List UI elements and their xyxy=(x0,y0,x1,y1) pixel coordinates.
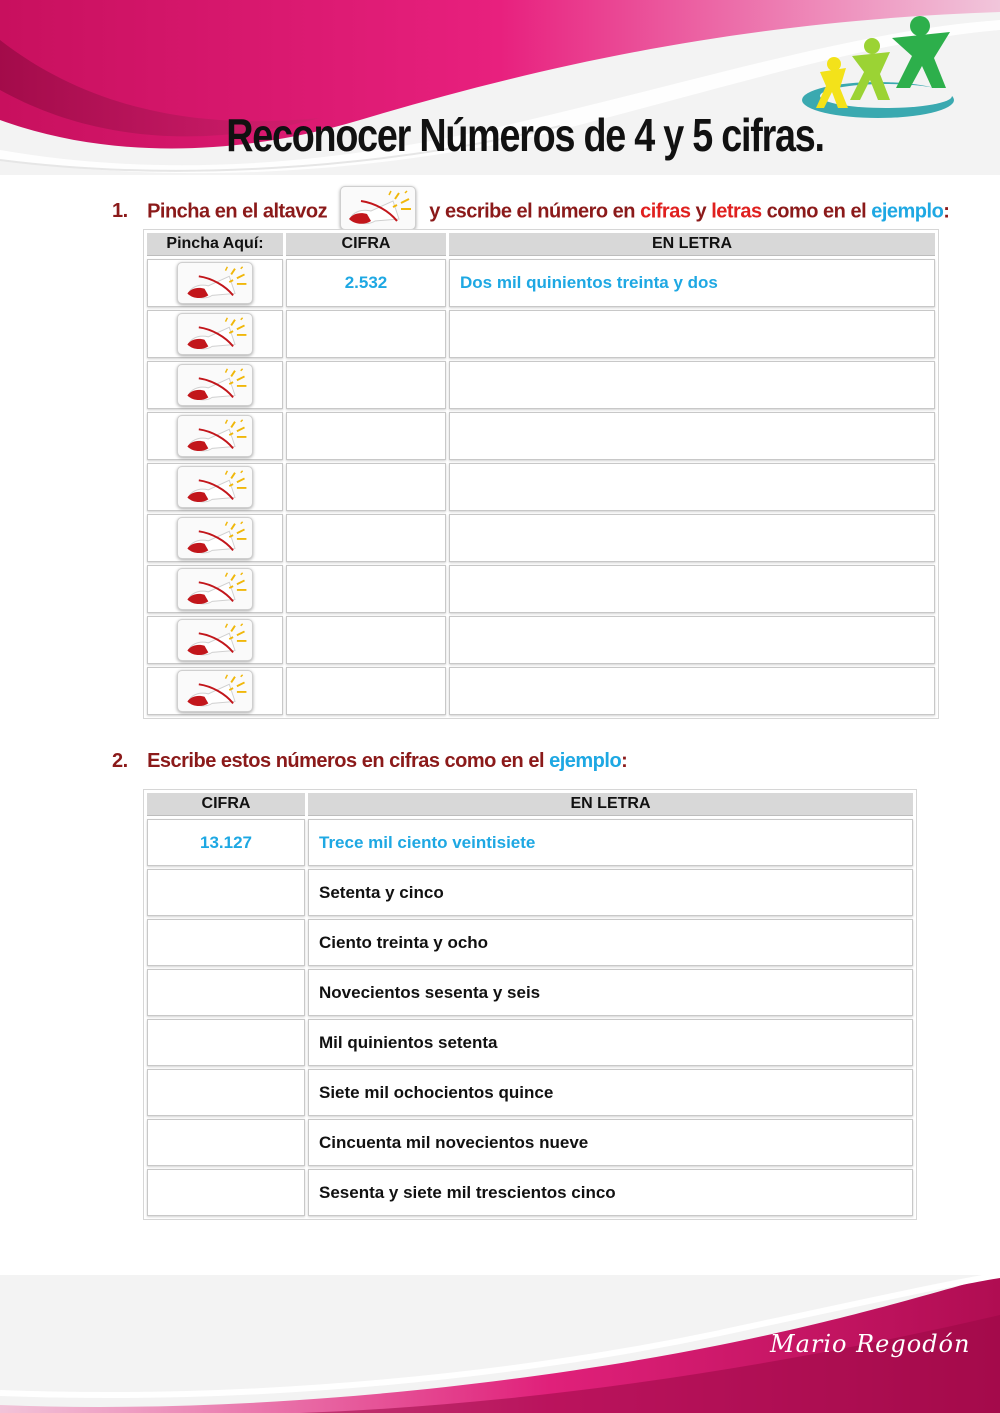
header-cifra: CIFRA xyxy=(147,793,305,816)
header-en-letra: EN LETRA xyxy=(308,793,913,816)
cifra-cell[interactable] xyxy=(147,1119,305,1166)
speaker-cell xyxy=(147,310,283,358)
cifra-cell[interactable] xyxy=(147,1019,305,1066)
instruction-text: y escribe el número en xyxy=(429,200,636,223)
colon: : xyxy=(621,750,628,772)
table-row xyxy=(147,616,935,664)
speaker-cell xyxy=(147,514,283,562)
cifra-cell[interactable] xyxy=(147,869,305,916)
speaker-icon[interactable] xyxy=(177,466,253,508)
letra-cell: Siete mil ochocientos quince xyxy=(308,1069,913,1116)
table-row xyxy=(147,1169,913,1216)
exercise-1-instruction xyxy=(112,190,949,234)
speaker-icon[interactable] xyxy=(177,568,253,610)
table-row xyxy=(147,463,935,511)
header-pincha: Pincha Aquí: xyxy=(147,233,283,256)
exercise-2-instruction xyxy=(112,750,627,773)
speaker-cell xyxy=(147,616,283,664)
instruction-text: Escribe estos números en cifras como en el xyxy=(147,750,545,772)
cifra-cell[interactable] xyxy=(286,310,446,358)
keyword-cifras: cifras xyxy=(640,200,691,223)
speaker-icon[interactable] xyxy=(177,364,253,406)
header-cifra: CIFRA xyxy=(286,233,446,256)
cifra-cell[interactable] xyxy=(147,1069,305,1116)
letra-cell[interactable] xyxy=(449,361,935,409)
cifra-cell[interactable] xyxy=(286,463,446,511)
speaker-icon[interactable] xyxy=(177,415,253,457)
table-row xyxy=(147,1069,913,1116)
speaker-icon[interactable] xyxy=(177,262,253,304)
table-row xyxy=(147,412,935,460)
speaker-icon[interactable] xyxy=(177,517,253,559)
letra-cell[interactable] xyxy=(449,412,935,460)
cifra-cell[interactable] xyxy=(147,969,305,1016)
keyword-ejemplo: ejemplo xyxy=(549,750,622,772)
letra-cell: Novecientos sesenta y seis xyxy=(308,969,913,1016)
table-row xyxy=(147,869,913,916)
table-row xyxy=(147,259,935,307)
header-en-letra: EN LETRA xyxy=(449,233,935,256)
speaker-icon[interactable] xyxy=(177,313,253,355)
exercise-2-table xyxy=(143,789,917,1220)
letra-cell: Sesenta y siete mil trescientos cinco xyxy=(308,1169,913,1216)
cifra-cell[interactable] xyxy=(286,565,446,613)
table-row xyxy=(147,361,935,409)
letra-cell[interactable] xyxy=(449,616,935,664)
cifra-cell[interactable] xyxy=(147,919,305,966)
colon: : xyxy=(943,200,950,223)
exercise-1-table xyxy=(143,229,939,719)
keyword-ejemplo: ejemplo xyxy=(871,200,944,223)
letra-cell[interactable] xyxy=(449,463,935,511)
letra-cell: Mil quinientos setenta xyxy=(308,1019,913,1066)
keyword-letras: letras xyxy=(711,200,762,223)
instruction-text: como en el xyxy=(766,200,867,223)
letra-cell: Trece mil ciento veintisiete xyxy=(308,819,913,866)
cifra-cell: 13.127 xyxy=(147,819,305,866)
speaker-cell xyxy=(147,463,283,511)
cifra-cell[interactable] xyxy=(286,361,446,409)
logo-people-icon xyxy=(800,12,960,122)
table-row xyxy=(147,1019,913,1066)
cifra-cell[interactable] xyxy=(147,1169,305,1216)
table-row xyxy=(147,969,913,1016)
table-row xyxy=(147,310,935,358)
cifra-cell[interactable] xyxy=(286,412,446,460)
instruction-text: Pincha en el altavoz xyxy=(147,200,328,223)
table-row xyxy=(147,919,913,966)
speaker-cell xyxy=(147,565,283,613)
letra-cell: Setenta y cinco xyxy=(308,869,913,916)
table-row xyxy=(147,565,935,613)
cifra-cell[interactable] xyxy=(286,514,446,562)
letra-cell[interactable] xyxy=(449,565,935,613)
cifra-cell: 2.532 xyxy=(286,259,446,307)
table-row xyxy=(147,667,935,715)
cifra-cell[interactable] xyxy=(286,616,446,664)
cifra-cell[interactable] xyxy=(286,667,446,715)
exercise-2-number: 2. xyxy=(112,750,128,772)
speaker-cell xyxy=(147,259,283,307)
speaker-icon[interactable] xyxy=(177,619,253,661)
speaker-icon[interactable] xyxy=(340,186,416,230)
letra-cell[interactable] xyxy=(449,310,935,358)
speaker-icon[interactable] xyxy=(177,670,253,712)
speaker-cell xyxy=(147,361,283,409)
speaker-cell xyxy=(147,667,283,715)
table-row xyxy=(147,514,935,562)
letra-cell[interactable] xyxy=(449,667,935,715)
instruction-text: y xyxy=(695,200,707,223)
letra-cell: Dos mil quinientos treinta y dos xyxy=(449,259,935,307)
speaker-cell xyxy=(147,412,283,460)
table-row xyxy=(147,819,913,866)
letra-cell[interactable] xyxy=(449,514,935,562)
page-title: Reconocer Números de 4 y 5 cifras. xyxy=(226,109,824,161)
exercise-1-number: 1. xyxy=(112,200,128,223)
table-row xyxy=(147,1119,913,1166)
letra-cell: Ciento treinta y ocho xyxy=(308,919,913,966)
letra-cell: Cincuenta mil novecientos nueve xyxy=(308,1119,913,1166)
signature: Mario Regodón xyxy=(770,1330,971,1358)
